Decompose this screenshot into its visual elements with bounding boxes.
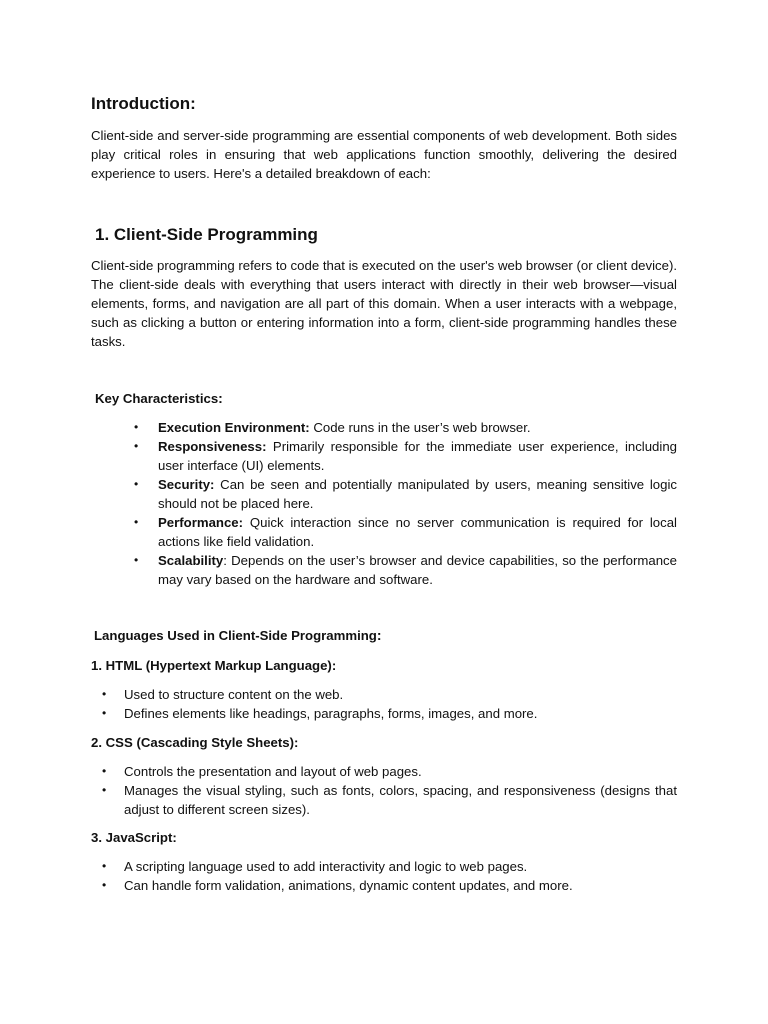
list-item-term: Responsiveness: xyxy=(158,439,267,454)
list-item-text: Defines elements like headings, paragraphs, forms, images, and more. xyxy=(124,706,538,721)
list-item xyxy=(134,475,677,513)
list-item-text: Used to structure content on the web. xyxy=(124,687,344,702)
list-item-text: A scripting language used to add interactivity and logic to web pages. xyxy=(124,859,528,874)
intro-paragraph: Client-side and server-side programming are essential components of web development. Both sides play critical roles in ensuring that web applications function smoothly, delivering the desired experience to users. Here's a detailed breakdown of each: xyxy=(91,128,677,181)
list-item xyxy=(102,876,677,895)
bullet-icon: • xyxy=(134,420,139,434)
js-list xyxy=(102,857,677,895)
list-item-text: Controls the presentation and layout of web pages. xyxy=(124,764,422,779)
css-list xyxy=(102,762,677,819)
bullet-icon: • xyxy=(134,439,139,453)
html-heading: 1. HTML (Hypertext Markup Language): xyxy=(91,658,337,673)
languages-heading xyxy=(94,626,382,645)
key-characteristics-colon: : xyxy=(218,390,223,406)
list-item-text: Quick interaction since no server communication is required for local actions like field validation. xyxy=(158,515,677,549)
bullet-icon: • xyxy=(102,878,107,892)
bullet-icon: • xyxy=(102,783,107,797)
key-characteristics-title: Key Characteristics xyxy=(95,391,219,406)
bullet-icon: • xyxy=(102,706,107,720)
list-item-term: Performance: xyxy=(158,515,244,530)
list-item-term: Execution Environment: xyxy=(158,420,310,435)
list-item xyxy=(102,762,677,781)
list-item xyxy=(134,513,677,551)
list-item-term: Security: xyxy=(158,477,215,492)
bullet-icon: • xyxy=(134,477,139,491)
key-characteristics-heading xyxy=(95,389,223,408)
list-item-text: Can be seen and potentially manipulated by users, meaning sensitive logic should not be placed here. xyxy=(158,477,677,511)
bullet-icon: • xyxy=(102,859,107,873)
intro-heading: Introduction: xyxy=(91,94,196,113)
list-item xyxy=(102,781,677,819)
js-heading: 3. JavaScript: xyxy=(91,830,177,845)
list-item xyxy=(102,685,677,704)
list-item-text: Manages the visual styling, such as fonts, colors, spacing, and responsiveness (designs that adjust to different screen sizes). xyxy=(124,783,677,817)
list-item xyxy=(134,418,677,437)
bullet-icon: • xyxy=(102,687,107,701)
languages-colon: : xyxy=(376,627,382,643)
html-list xyxy=(102,685,677,723)
client-side-paragraph: Client-side programming refers to code that is executed on the user's web browser (or client device). The client-side deals with everything that users interact with directly in their web browser—visual elements, forms, and navigation are all part of this domain. When a user interacts with a webpage, such as clicking a button or entering information into a form, client-side programming handles these tasks. xyxy=(91,258,677,349)
list-item-text: Code runs in the user’s web browser. xyxy=(309,420,531,435)
languages-title: Languages Used in Client-Side Programming xyxy=(94,628,377,643)
css-heading: 2. CSS (Cascading Style Sheets): xyxy=(91,735,299,750)
client-side-heading: 1. Client-Side Programming xyxy=(95,225,318,244)
list-item xyxy=(134,551,677,589)
list-item xyxy=(102,857,677,876)
list-item-text: : Depends on the user’s browser and device capabilities, so the performance may vary based on the hardware and software. xyxy=(158,553,677,587)
list-item-term: Scalability xyxy=(158,553,224,568)
list-item-text: Can handle form validation, animations, dynamic content updates, and more. xyxy=(124,878,573,893)
list-item-text: Primarily responsible for the immediate user experience, including user interface (UI) elements. xyxy=(158,439,677,473)
bullet-icon: • xyxy=(134,553,139,567)
list-item xyxy=(102,704,677,723)
bullet-icon: • xyxy=(134,515,139,529)
key-characteristics-list xyxy=(134,418,677,589)
list-item xyxy=(134,437,677,475)
bullet-icon: • xyxy=(102,764,107,778)
